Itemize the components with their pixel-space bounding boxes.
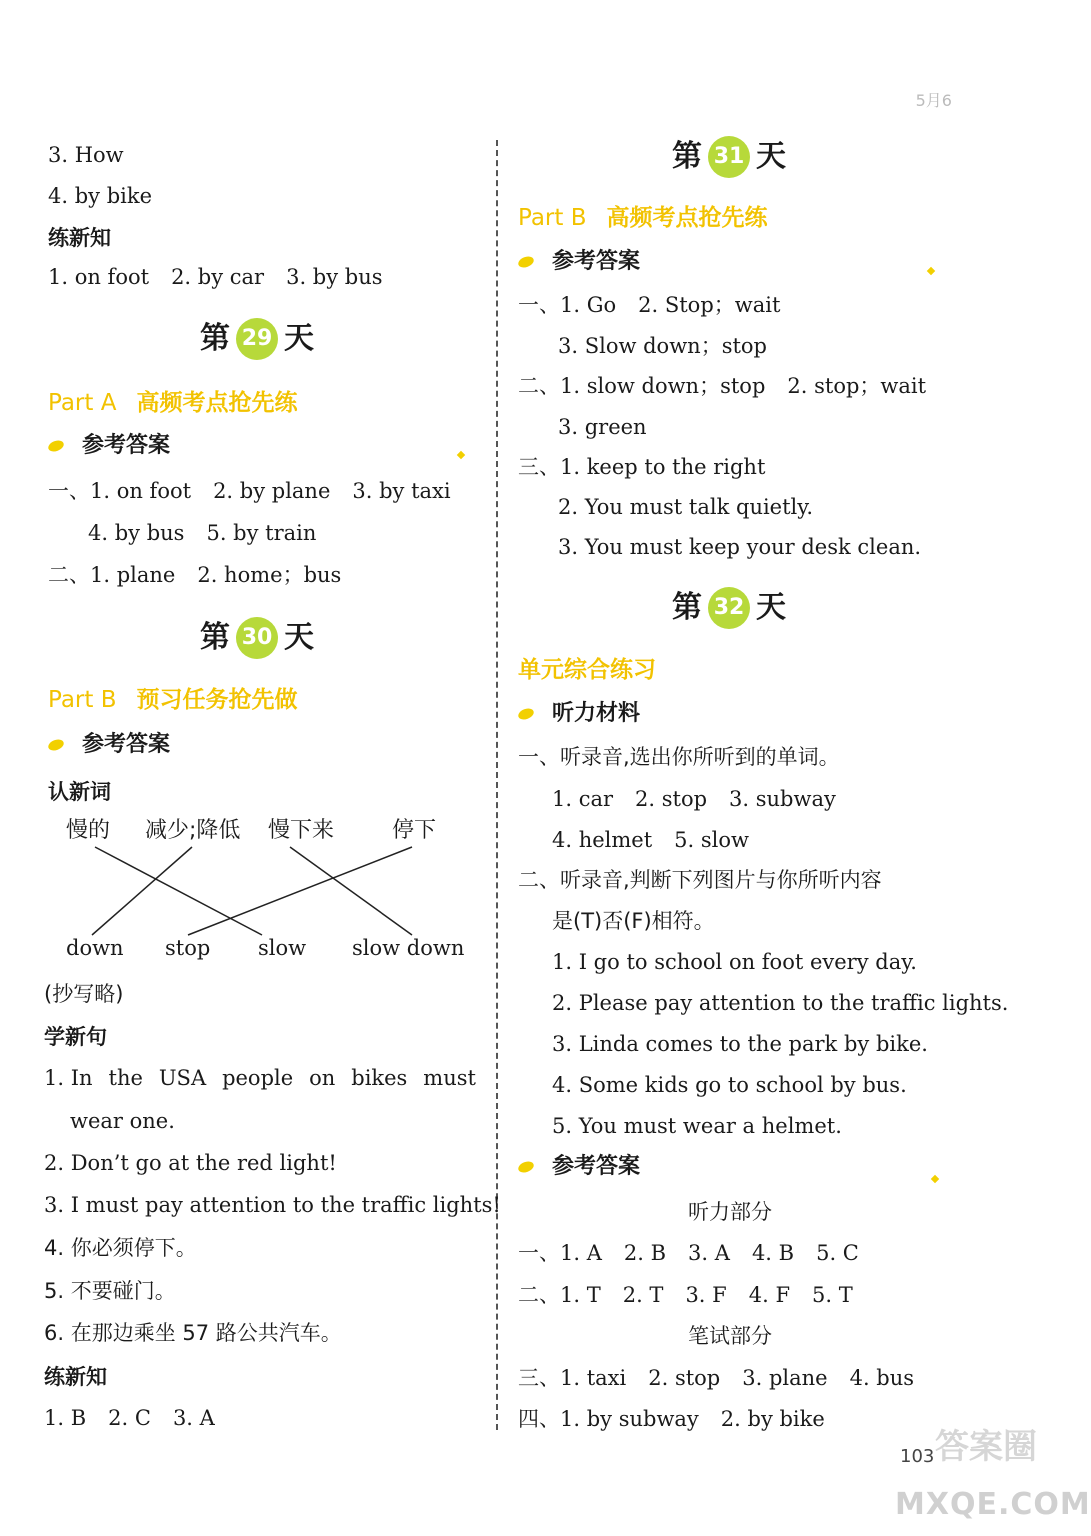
match-bottom-word: stop: [165, 936, 211, 960]
question-line: 是(T)否(F)相符。: [552, 909, 715, 933]
match-bottom-word: slow down: [352, 936, 465, 960]
bullet-icon: [517, 1160, 535, 1175]
match-top-word: 慢的: [66, 818, 111, 843]
section-heading: 学新句: [44, 1025, 107, 1049]
answer-key-bullet: 参考答案: [48, 435, 170, 457]
day-number-badge: 30: [236, 617, 278, 659]
part-header: Part B 高频考点抢先练: [518, 205, 768, 231]
match-top-word: 慢下来: [268, 818, 335, 843]
answer-key-bullet: 参考答案: [518, 1156, 640, 1178]
sentence-line: 4. 你必须停下。: [44, 1236, 197, 1260]
section-heading: 练新知: [44, 1365, 107, 1389]
subsection-title: 笔试部分: [688, 1324, 772, 1348]
subsection-title: 听力部分: [688, 1200, 772, 1224]
section-heading: 认新词: [48, 780, 111, 804]
answer-line: 3. green: [558, 415, 647, 439]
listening-sentence: 2. Please pay attention to the traffic lights.: [552, 991, 1009, 1015]
listening-sentence: 5. You must wear a helmet.: [552, 1114, 842, 1138]
day-number-badge: 32: [708, 587, 750, 629]
day-number-badge: 29: [236, 318, 278, 360]
answer-line: 一、1. on foot 2. by plane 3. by taxi: [48, 479, 451, 503]
day-heading-29: 第 29 天: [200, 318, 314, 360]
match-bottom-word: down: [66, 936, 124, 960]
answer-line: 二、1. T 2. T 3. F 4. F 5. T: [518, 1283, 853, 1307]
answer-line: 4. by bus 5. by train: [88, 521, 317, 545]
sentence-line: 1. In the USA people on bikes must: [44, 1066, 476, 1090]
sentence-line: 5. 不要碰门。: [44, 1279, 176, 1303]
page-corner-mark: 5月6: [915, 91, 952, 110]
page-number: 103: [900, 1446, 935, 1467]
answer-line: 一、1. A 2. B 3. A 4. B 5. C: [518, 1241, 859, 1265]
sentence-line: 6. 在那边乘坐 57 路公共汽车。: [44, 1321, 342, 1345]
part-header: Part A 高频考点抢先练: [48, 390, 298, 416]
sentence-line: 2. Don’t go at the red light!: [44, 1151, 337, 1175]
listening-sentence: 4. Some kids go to school by bus.: [552, 1073, 907, 1097]
day-heading-32: 第 32 天: [672, 587, 786, 629]
part-header: 单元综合练习: [518, 657, 656, 683]
answer-line: 四、1. by subway 2. by bike: [518, 1407, 825, 1431]
answer-line: 3. How: [48, 143, 124, 167]
match-lines: [0, 0, 496, 1000]
answer-key-bullet: 参考答案: [518, 251, 640, 273]
sentence-line: wear one.: [70, 1109, 175, 1133]
watermark-url: MXQE.COM: [895, 1487, 1091, 1522]
listening-material-bullet: 听力材料: [518, 703, 640, 725]
answer-line: 三、1. taxi 2. stop 3. plane 4. bus: [518, 1366, 915, 1390]
watermark-logo: 答案圈: [935, 1427, 1037, 1467]
match-top-word: 减少;降低: [145, 818, 241, 843]
question-line: 一、听录音,选出你所听到的单词。: [518, 745, 840, 769]
answer-line: 3. You must keep your desk clean.: [558, 535, 922, 559]
answer-line: 1. on foot 2. by car 3. by bus: [48, 265, 383, 289]
day-heading-31: 第 31 天: [672, 136, 786, 178]
answer-line: 3. Slow down；stop: [558, 334, 767, 358]
answer-line: 4. by bike: [48, 184, 153, 208]
answer-line: 1. car 2. stop 3. subway: [552, 787, 836, 811]
sparkle-decoration: [931, 1175, 939, 1183]
day-number-badge: 31: [708, 136, 750, 178]
answer-key-bullet: 参考答案: [48, 734, 170, 756]
answer-line: 一、1. Go 2. Stop；wait: [518, 293, 781, 317]
answer-line: 二、1. plane 2. home；bus: [48, 563, 342, 587]
answer-line: 4. helmet 5. slow: [552, 828, 749, 852]
listening-sentence: 1. I go to school on foot every day.: [552, 950, 917, 974]
sentence-line: 3. I must pay attention to the traffic lights!: [44, 1193, 501, 1217]
answer-line: 1. B 2. C 3. A: [44, 1406, 215, 1430]
answer-line: 三、1. keep to the right: [518, 455, 766, 479]
bullet-icon: [517, 707, 535, 722]
answer-line: 二、1. slow down；stop 2. stop；wait: [518, 374, 927, 398]
listening-sentence: 3. Linda comes to the park by bike.: [552, 1032, 928, 1056]
sparkle-decoration: [927, 267, 935, 275]
answer-line: 2. You must talk quietly.: [558, 495, 814, 519]
section-heading: 练新知: [48, 226, 111, 250]
note-text: (抄写略): [44, 982, 124, 1006]
part-header: Part B 预习任务抢先做: [48, 687, 298, 713]
question-line: 二、听录音,判断下列图片与你所听内容: [518, 868, 882, 892]
day-heading-30: 第 30 天: [200, 617, 314, 659]
match-top-word: 停下: [392, 818, 437, 843]
column-divider: [496, 140, 498, 1430]
bullet-icon: [517, 255, 535, 270]
match-bottom-word: slow: [258, 936, 307, 960]
